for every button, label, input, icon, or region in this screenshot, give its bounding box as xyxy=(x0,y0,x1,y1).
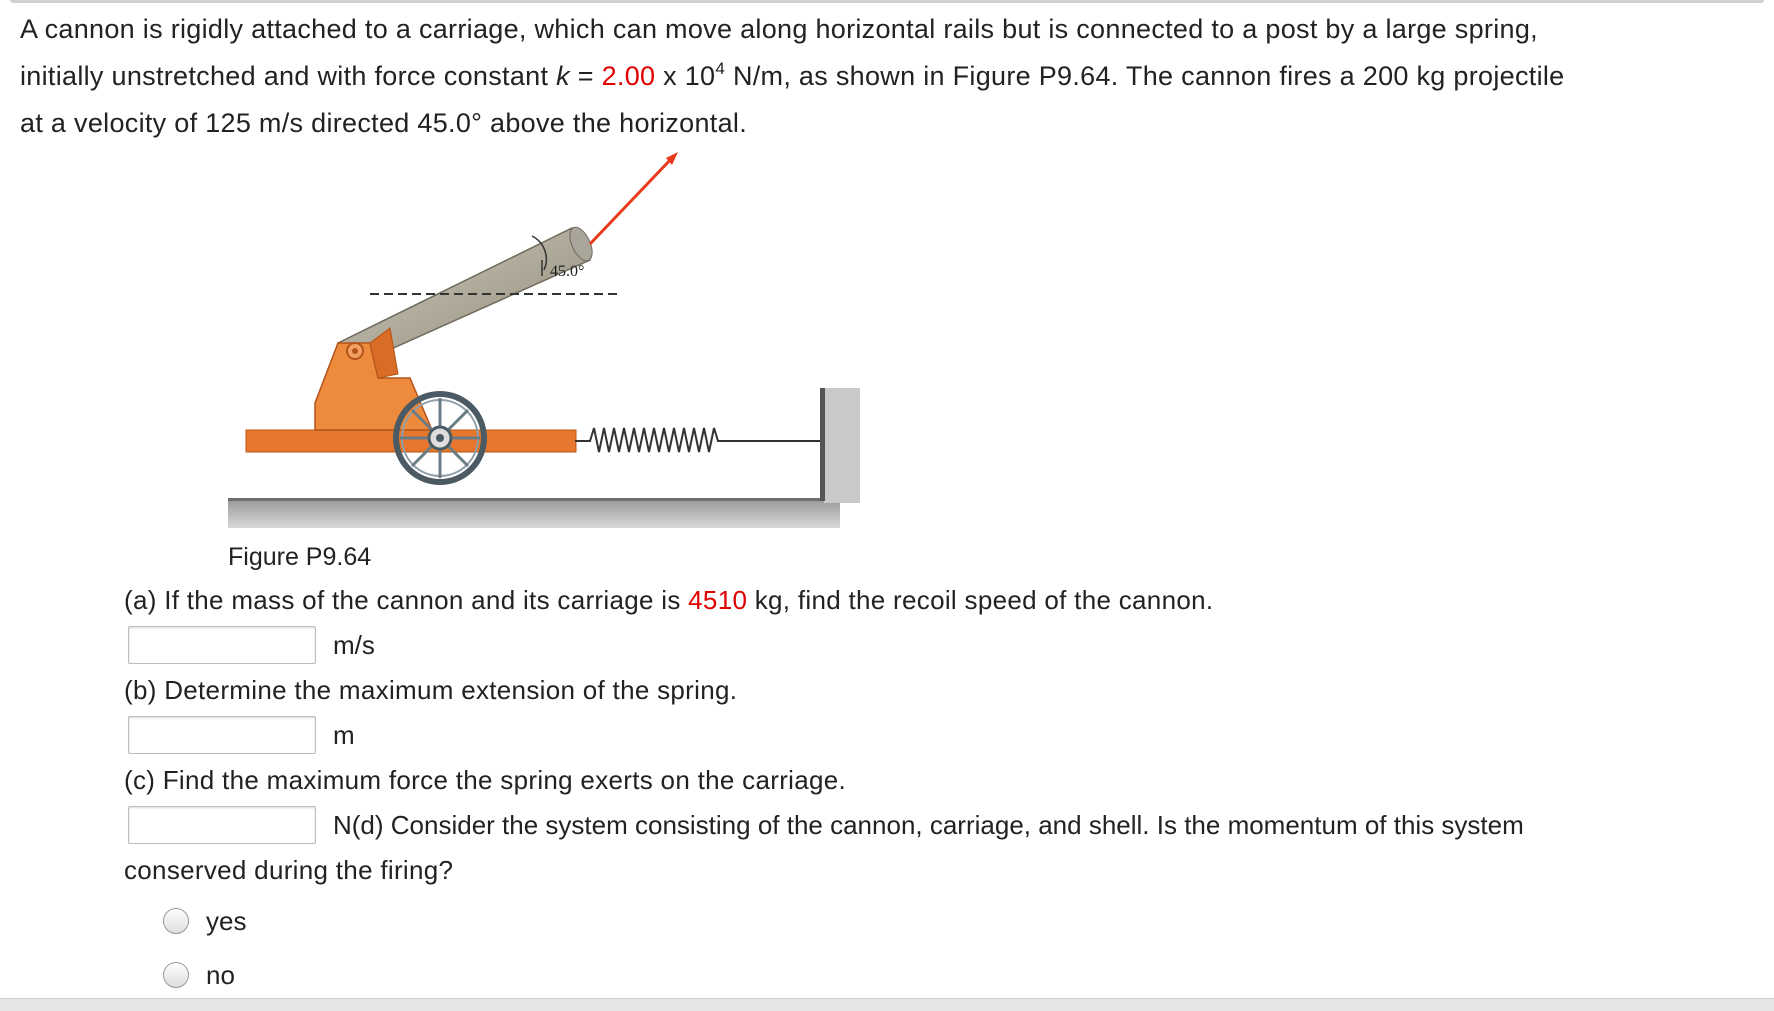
window-top-edge xyxy=(10,0,1764,3)
mass-value: 4510 xyxy=(688,585,748,615)
spring xyxy=(575,428,820,452)
window-bottom-edge xyxy=(0,998,1774,1011)
carriage-rail xyxy=(246,430,576,452)
k-variable: k xyxy=(556,61,570,91)
problem-line-2: initially unstretched and with force constant k = 2.00 x $10^4$ N/m, as shown in Figure P9.64. The cannon fires a 200 kg projectile xyxy=(20,59,1565,91)
problem-statement xyxy=(20,6,1760,147)
velocity-arrow xyxy=(590,158,672,244)
answer-a-input[interactable] xyxy=(128,626,316,664)
radio-no[interactable] xyxy=(163,962,189,988)
question-c: (c) Find the maximum force the spring exerts on the carriage. xyxy=(124,765,847,795)
question-a: (a) If the mass of the cannon and its carriage is 4510 kg, find the recoil speed of the cannon. xyxy=(124,585,1214,615)
exponent: 4 xyxy=(715,59,726,78)
problem-line-3: at a velocity of 125 m/s directed 45.0° above the horizontal. xyxy=(20,108,748,138)
ground-surface xyxy=(228,498,840,501)
k-value: 2.00 xyxy=(601,61,656,91)
cannon-figure xyxy=(220,148,860,528)
unit-c-and-question-d: N(d) Consider the system consisting of the cannon, carriage, and shell. Is the momentum of this system xyxy=(333,810,1524,840)
figure-caption: Figure P9.64 xyxy=(228,543,372,571)
ground xyxy=(228,500,840,528)
answer-c-input[interactable] xyxy=(128,806,316,844)
unit-b: m xyxy=(333,720,355,750)
wall-post xyxy=(824,388,860,503)
radio-yes[interactable] xyxy=(163,908,189,934)
angle-label: 45.0° xyxy=(550,263,585,280)
question-b: (b) Determine the maximum extension of the spring. xyxy=(124,675,738,705)
radio-yes-label[interactable]: yes xyxy=(206,906,247,936)
answer-b-input[interactable] xyxy=(128,716,316,754)
radio-no-label[interactable]: no xyxy=(206,960,235,990)
problem-line-1: A cannon is rigidly attached to a carriage, which can move along horizontal rails but is connected to a post by a large spring, xyxy=(20,14,1538,44)
question-d-continued: conserved during the firing? xyxy=(124,855,454,885)
unit-a: m/s xyxy=(333,630,375,660)
carriage-wheel xyxy=(396,394,484,482)
